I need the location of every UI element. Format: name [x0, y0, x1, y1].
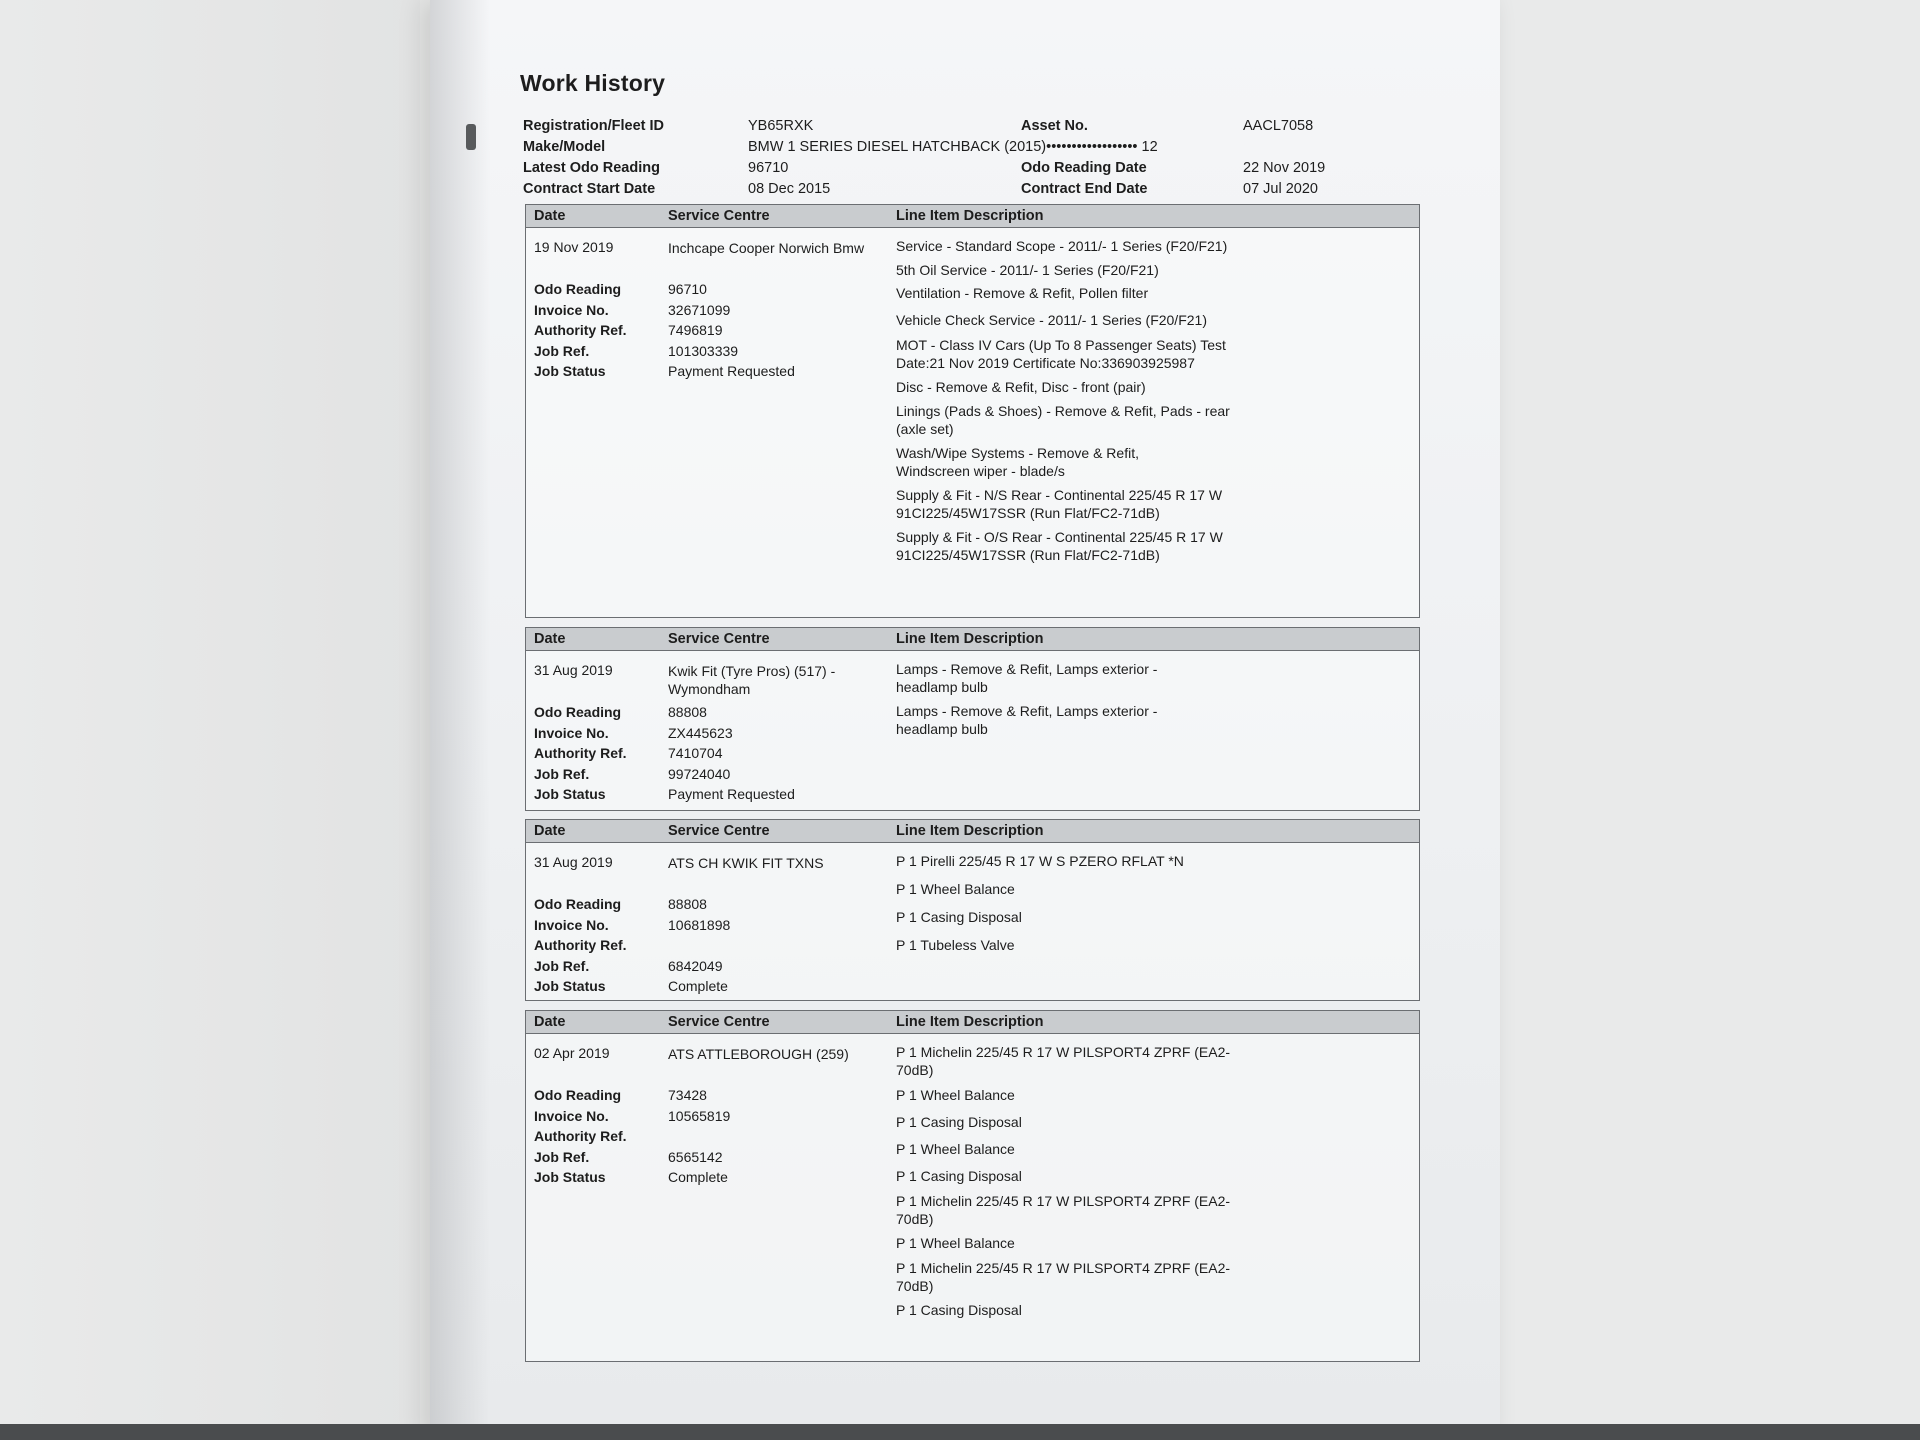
job-ref-label: Job Ref. [534, 342, 590, 359]
summary-row [523, 181, 1343, 202]
line-item: Wash/Wipe Systems - Remove & Refit, Windscreen wiper - blade/s [896, 445, 1139, 479]
line-item: MOT - Class IV Cars (Up To 8 Passenger Seats) Test Date:21 Nov 2019 Certificate No:336903925987 [896, 337, 1226, 371]
line-item: P 1 Michelin 225/45 R 17 W PILSPORT4 ZPRF (EA2-70dB) [896, 1193, 1231, 1227]
job-status-label: Job Status [534, 363, 606, 379]
job-ref-row [534, 1149, 884, 1170]
line-item: P 1 Tubeless Valve [896, 937, 1015, 953]
record-date: 31 Aug 2019 [534, 854, 613, 870]
background-left [0, 0, 420, 1440]
record-header [526, 1011, 1419, 1034]
authority-row [534, 745, 884, 766]
record-header [526, 628, 1419, 651]
summary-value: 07 Jul 2020 [1243, 181, 1318, 197]
odo-row [534, 896, 884, 917]
authority-label: Authority Ref. [534, 745, 627, 761]
line-item: Service - Standard Scope - 2011/- 1 Series (F20/F21) [896, 238, 1228, 254]
staple-mark [466, 124, 476, 150]
invoice-value: 32671099 [668, 301, 731, 318]
authority-row [534, 1128, 884, 1149]
job-status-label: Job Status [534, 1169, 606, 1185]
odo-value: 88808 [668, 704, 707, 720]
summary-label: Latest Odo Reading [523, 160, 660, 176]
odo-label: Odo Reading [534, 896, 622, 912]
line-item: Vehicle Check Service - 2011/- 1 Series (F20/F21) [896, 312, 1207, 328]
job-ref-row [534, 958, 884, 979]
line-item: Ventilation - Remove & Refit, Pollen filter [896, 285, 1149, 301]
work-record [525, 1010, 1420, 1362]
line-item: Disc - Remove & Refit, Disc - front (pair) [896, 379, 1146, 395]
job-status-value: Complete [668, 1169, 728, 1185]
job-status-row [534, 786, 884, 807]
odo-value: 88808 [668, 896, 707, 912]
invoice-row [534, 302, 884, 323]
header-date: Date [534, 1014, 566, 1030]
job-ref-label: Job Ref. [534, 957, 590, 974]
background-right [1500, 0, 1920, 1440]
line-item: P 1 Casing Disposal [896, 1168, 1022, 1184]
summary-label: Odo Reading Date [1021, 160, 1147, 176]
date-row [534, 662, 884, 704]
authority-row [534, 322, 884, 343]
record-service-centre: ATS CH KWIK FIT TXNS [668, 855, 824, 871]
line-item: Supply & Fit - N/S Rear - Continental 225/45 R 17 W 91CI225/45W17SSR (Run Flat/FC2-71dB) [896, 487, 1223, 521]
header-service-centre: Service Centre [668, 1014, 770, 1030]
work-record [525, 204, 1420, 618]
odo-row [534, 1087, 884, 1108]
document-page [430, 0, 1500, 1440]
summary-row [523, 118, 1343, 139]
summary-label: Asset No. [1021, 118, 1088, 134]
invoice-row [534, 917, 884, 938]
line-item: P 1 Wheel Balance [896, 1141, 1015, 1157]
work-record [525, 819, 1420, 1001]
job-ref-value: 99724040 [668, 765, 731, 782]
header-date: Date [534, 208, 566, 224]
job-status-row [534, 363, 884, 384]
authority-label: Authority Ref. [534, 1128, 627, 1144]
invoice-value: 10565819 [668, 1107, 731, 1124]
header-service-centre: Service Centre [668, 208, 770, 224]
job-status-row [534, 978, 884, 999]
line-item: P 1 Casing Disposal [896, 1114, 1022, 1130]
job-ref-value: 6565142 [668, 1148, 723, 1165]
summary-row [523, 160, 1343, 181]
record-header [526, 820, 1419, 843]
summary-value: BMW 1 SERIES DIESEL HATCHBACK (2015)•••••••••••••••••• 12 [748, 139, 1158, 155]
authority-value: 7496819 [668, 322, 723, 338]
line-item: Lamps - Remove & Refit, Lamps exterior - headlamp bulb [896, 703, 1158, 737]
line-item: 5th Oil Service - 2011/- 1 Series (F20/F21) [896, 262, 1159, 278]
page-title: Work History [520, 70, 666, 96]
header-service-centre: Service Centre [668, 631, 770, 647]
record-date: 02 Apr 2019 [534, 1045, 610, 1061]
job-status-value: Payment Requested [668, 363, 795, 379]
job-ref-row [534, 766, 884, 787]
line-item: P 1 Casing Disposal [896, 1302, 1022, 1318]
job-status-value: Complete [668, 978, 728, 994]
job-ref-value: 6842049 [668, 957, 723, 974]
work-record [525, 627, 1420, 811]
date-row [534, 854, 884, 896]
line-items [896, 852, 1266, 963]
record-service-centre: Inchcape Cooper Norwich Bmw [668, 240, 865, 256]
job-ref-row [534, 343, 884, 364]
record-details [534, 1045, 884, 1190]
summary-value: 22 Nov 2019 [1243, 160, 1326, 176]
line-item: P 1 Wheel Balance [896, 881, 1015, 897]
line-items [896, 660, 1266, 747]
odo-value: 73428 [668, 1087, 707, 1103]
odo-label: Odo Reading [534, 1087, 622, 1103]
record-details [534, 239, 884, 384]
record-date: 31 Aug 2019 [534, 662, 613, 678]
record-details [534, 854, 884, 999]
record-service-centre: Kwik Fit (Tyre Pros) (517) - Wymondham [668, 663, 836, 697]
header-date: Date [534, 631, 566, 647]
summary-value: 08 Dec 2015 [748, 181, 831, 197]
line-item: P 1 Michelin 225/45 R 17 W PILSPORT4 ZPRF (EA2-70dB) [896, 1260, 1231, 1294]
summary-label: Make/Model [523, 139, 606, 155]
authority-row [534, 937, 884, 958]
line-item: Lamps - Remove & Refit, Lamps exterior - headlamp bulb [896, 661, 1158, 695]
line-item: Linings (Pads & Shoes) - Remove & Refit, Pads - rear (axle set) [896, 403, 1230, 437]
summary-value: YB65RXK [748, 118, 814, 134]
invoice-label: Invoice No. [534, 916, 609, 933]
odo-row [534, 704, 884, 725]
line-item: P 1 Pirelli 225/45 R 17 W S PZERO RFLAT *N [896, 853, 1184, 869]
record-header [526, 205, 1419, 228]
odo-row [534, 281, 884, 302]
invoice-label: Invoice No. [534, 724, 609, 741]
line-item: Supply & Fit - O/S Rear - Continental 225/45 R 17 W 91CI225/45W17SSR (Run Flat/FC2-71dB) [896, 529, 1223, 563]
record-service-centre: ATS ATTLEBOROUGH (259) [668, 1046, 849, 1062]
invoice-label: Invoice No. [534, 1107, 609, 1124]
authority-label: Authority Ref. [534, 937, 627, 953]
odo-label: Odo Reading [534, 704, 622, 720]
summary-label: Registration/Fleet ID [523, 118, 664, 134]
line-item: P 1 Michelin 225/45 R 17 W PILSPORT4 ZPRF (EA2-70dB) [896, 1044, 1231, 1078]
date-row [534, 1045, 884, 1087]
date-row [534, 239, 884, 281]
authority-label: Authority Ref. [534, 322, 627, 338]
invoice-row [534, 725, 884, 746]
job-status-row [534, 1169, 884, 1190]
page-shadow [430, 0, 490, 1440]
odo-value: 96710 [668, 281, 707, 297]
summary-row [523, 139, 1343, 160]
header-date: Date [534, 823, 566, 839]
summary-label: Contract End Date [1021, 181, 1148, 197]
job-ref-label: Job Ref. [534, 1148, 590, 1165]
odo-label: Odo Reading [534, 281, 622, 297]
authority-value: 7410704 [668, 745, 723, 761]
line-item: P 1 Wheel Balance [896, 1087, 1015, 1103]
job-status-value: Payment Requested [668, 786, 795, 802]
line-items [896, 237, 1266, 564]
invoice-value: 10681898 [668, 916, 731, 933]
invoice-value: ZX445623 [668, 724, 733, 741]
summary-value: AACL7058 [1243, 118, 1314, 134]
bottom-edge [0, 1424, 1920, 1440]
invoice-label: Invoice No. [534, 301, 609, 318]
header-line-item: Line Item Description [896, 1014, 1044, 1030]
job-ref-value: 101303339 [668, 342, 739, 359]
header-line-item: Line Item Description [896, 823, 1044, 839]
header-line-item: Line Item Description [896, 208, 1044, 224]
line-item: P 1 Wheel Balance [896, 1235, 1015, 1251]
line-items [896, 1043, 1266, 1319]
invoice-row [534, 1108, 884, 1129]
job-status-label: Job Status [534, 978, 606, 994]
job-ref-label: Job Ref. [534, 765, 590, 782]
record-date: 19 Nov 2019 [534, 239, 614, 255]
summary-value: 96710 [748, 160, 789, 176]
summary-label: Contract Start Date [523, 181, 656, 197]
vehicle-summary [523, 118, 1343, 202]
job-status-label: Job Status [534, 786, 606, 802]
line-item: P 1 Casing Disposal [896, 909, 1022, 925]
record-details [534, 662, 884, 807]
header-line-item: Line Item Description [896, 631, 1044, 647]
header-service-centre: Service Centre [668, 823, 770, 839]
